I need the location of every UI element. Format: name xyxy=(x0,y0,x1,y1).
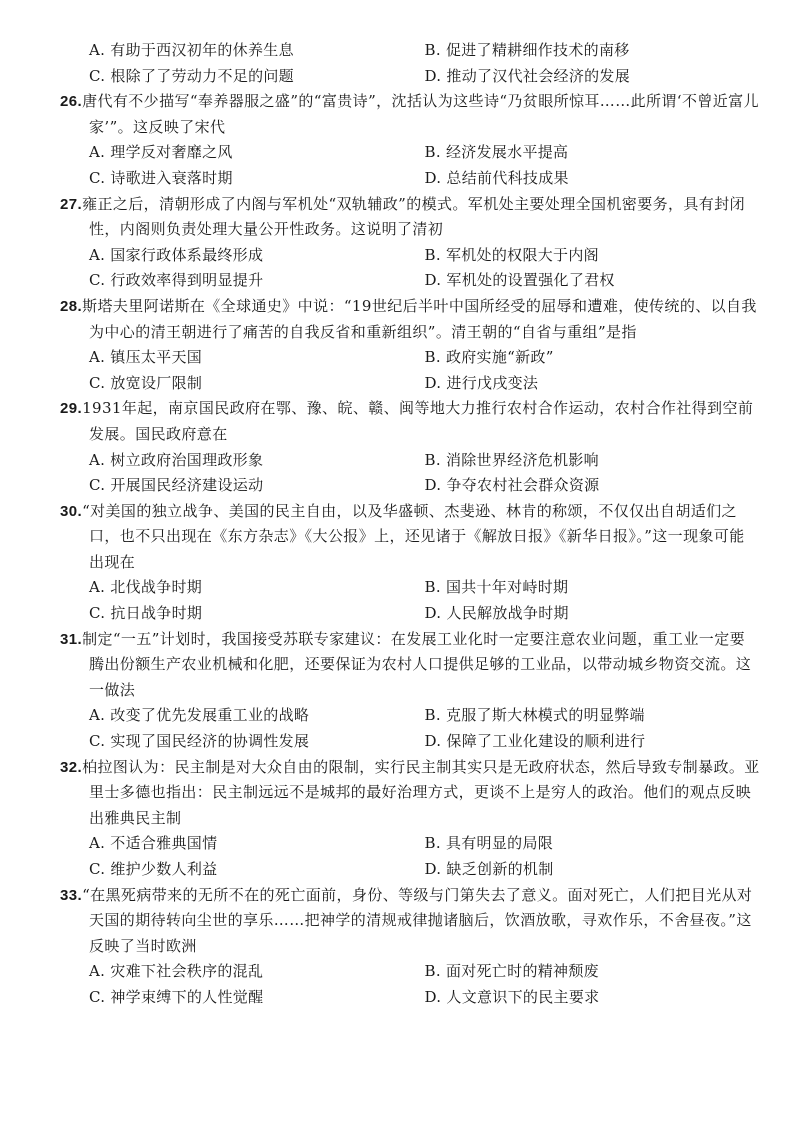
option-row xyxy=(60,857,760,883)
option-row xyxy=(60,473,760,499)
option-b[interactable]: B. 促进了精耕细作技术的南移 xyxy=(424,41,630,59)
question-text: 1931年起，南京国民政府在鄂、豫、皖、赣、闽等地大力推行农村合作运动，农村合作社得到空前发展。国民政府意在 xyxy=(82,399,754,443)
exam-page xyxy=(60,38,760,1011)
question-stem xyxy=(60,755,760,832)
option-row xyxy=(60,448,760,474)
question-number: 26. xyxy=(60,93,83,111)
option-row xyxy=(60,166,760,192)
option-row xyxy=(60,703,760,729)
question-block xyxy=(60,627,760,755)
option-b[interactable]: B. 政府实施“新政” xyxy=(424,348,554,367)
option-d[interactable]: D. 军机处的设置强化了君权 xyxy=(424,271,615,290)
question-stem xyxy=(60,627,760,704)
option-d[interactable]: D. 缺乏创新的机制 xyxy=(424,860,554,878)
option-row xyxy=(60,985,760,1011)
option-row xyxy=(60,38,760,64)
question-block xyxy=(60,755,760,883)
option-row xyxy=(60,345,760,371)
option-row xyxy=(60,243,760,269)
option-row xyxy=(60,371,760,397)
option-b[interactable]: B. 军机处的权限大于内阁 xyxy=(424,245,599,264)
option-c[interactable]: C. 实现了国民经济的协调性发展 xyxy=(89,732,310,751)
option-a[interactable]: A. 不适合雅典国情 xyxy=(89,834,218,853)
option-d[interactable]: D. 保障了工业化建设的顺利进行 xyxy=(424,732,646,751)
option-row xyxy=(60,831,760,857)
option-c[interactable]: C. 行政效率得到明显提升 xyxy=(89,271,264,290)
question-text: “对美国的独立战争、美国的民主自由，以及华盛顿、杰斐逊、林肯的称颂，不仅仅出自胡适们之口，也不只出现在《东方杂志》《大公报》上，还见诸于《解放日报》《新华日报》。”这一现象可能出现在 xyxy=(82,501,745,571)
question-text: “在黑死病带来的无所不在的死亡面前，身份、等级与门第失去了意义。面对死亡，人们把目光从对天国的期待转向尘世的享乐……把神学的清规戒律抛诸脑后，饮酒放歌，寻欢作乐，不舍昼夜。”这反映了当时欧洲 xyxy=(82,885,753,955)
option-a[interactable]: A. 灾难下社会秩序的混乱 xyxy=(89,962,264,981)
question-block xyxy=(60,192,760,294)
option-d[interactable]: D. 进行戊戌变法 xyxy=(424,373,539,392)
option-row xyxy=(60,959,760,985)
question-number: 29. xyxy=(60,400,83,418)
question-list xyxy=(60,89,760,1010)
option-c[interactable]: C. 开展国民经济建设运动 xyxy=(89,476,264,495)
question-block xyxy=(60,396,760,498)
question-number: 27. xyxy=(60,195,83,213)
option-a[interactable]: A. 改变了优先发展重工业的战略 xyxy=(89,706,310,725)
option-d[interactable]: D. 总结前代科技成果 xyxy=(424,168,569,187)
question-stem xyxy=(60,396,760,447)
question-number: 32. xyxy=(60,758,83,776)
option-c[interactable]: C. 抗日战争时期 xyxy=(89,604,203,623)
question-text: 斯塔夫里阿诺斯在《全球通史》中说：“19世纪后半叶中国所经受的屈辱和遭难，使传统的、以自我为中心的清王朝进行了痛苦的自我反省和重新组织”。清王朝的“自省与重组”是指 xyxy=(82,296,757,341)
option-d[interactable]: D. 争夺农村社会群众资源 xyxy=(424,476,600,495)
option-c[interactable]: C. 神学束缚下的人性觉醒 xyxy=(89,987,264,1006)
option-a[interactable]: A. 镇压太平天国 xyxy=(89,348,203,367)
question-text: 柏拉图认为：民主制是对大众自由的限制，实行民主制其实只是无政府状态，然后导致专制暴政。亚里士多德也指出：民主制远远不是城邦的最好治理方式，更谈不上是穷人的政治。他们的观点反映出雅典民主制 xyxy=(82,757,760,827)
option-b[interactable]: B. 经济发展水平提高 xyxy=(424,143,569,162)
option-a[interactable]: A. 理学反对奢靡之风 xyxy=(89,143,233,162)
option-d[interactable]: D. 人文意识下的民主要求 xyxy=(424,987,600,1006)
question-block xyxy=(60,89,760,191)
option-c[interactable]: C. 维护少数人利益 xyxy=(89,860,218,878)
option-c[interactable]: C. 放宽设厂限制 xyxy=(89,373,203,392)
option-row xyxy=(60,601,760,627)
question-block xyxy=(60,499,760,627)
prev-question-options xyxy=(60,38,760,89)
question-stem xyxy=(60,883,760,960)
option-b[interactable]: B. 面对死亡时的精神颓废 xyxy=(424,962,599,981)
option-a[interactable]: A. 国家行政体系最终形成 xyxy=(89,245,264,264)
question-stem xyxy=(60,294,760,345)
question-text: 雍正之后，清朝形成了内阁与军机处“双轨辅政”的模式。军机处主要处理全国机密要务，具有封闭性，内阁则负责处理大量公开性政务。这说明了清初 xyxy=(82,194,746,239)
question-stem xyxy=(60,192,760,243)
option-a[interactable]: A. 有助于西汉初年的休养生息 xyxy=(89,41,294,59)
question-block xyxy=(60,294,760,396)
question-number: 28. xyxy=(60,297,83,315)
question-text: 制定“一五”计划时，我国接受苏联专家建议：在发展工业化时一定要注意农业问题，重工业一定要腾出份额生产农业机械和化肥，还要保证为农村人口提供足够的工业品，以带动城乡物资交流。这一做法 xyxy=(82,629,752,699)
question-stem xyxy=(60,89,760,140)
option-a[interactable]: A. 北伐战争时期 xyxy=(89,578,203,597)
question-number: 30. xyxy=(60,502,83,520)
option-d[interactable]: D. 推动了汉代社会经济的发展 xyxy=(424,66,631,85)
option-row xyxy=(60,64,760,90)
option-a[interactable]: A. 树立政府治国理政形象 xyxy=(89,450,264,469)
option-b[interactable]: B. 国共十年对峙时期 xyxy=(424,578,569,597)
question-stem xyxy=(60,499,760,576)
option-c[interactable]: C. 诗歌进入衰落时期 xyxy=(89,168,233,187)
option-c[interactable]: C. 根除了了劳动力不足的问题 xyxy=(89,66,294,85)
option-b[interactable]: B. 具有明显的局限 xyxy=(424,834,554,853)
question-block xyxy=(60,883,760,1011)
option-d[interactable]: D. 人民解放战争时期 xyxy=(424,604,569,623)
option-b[interactable]: B. 消除世界经济危机影响 xyxy=(424,450,599,469)
option-row xyxy=(60,140,760,166)
option-row xyxy=(60,575,760,601)
option-row xyxy=(60,268,760,294)
question-number: 33. xyxy=(60,886,83,904)
option-row xyxy=(60,729,760,755)
question-number: 31. xyxy=(60,630,83,648)
question-text: 唐代有不少描写“奉养器服之盛”的“富贵诗”，沈括认为这些诗“乃贫眼所惊耳……此所谓‘不曾近富儿家’”。这反映了宋代 xyxy=(82,92,759,136)
option-b[interactable]: B. 克服了斯大林模式的明显弊端 xyxy=(424,706,645,725)
